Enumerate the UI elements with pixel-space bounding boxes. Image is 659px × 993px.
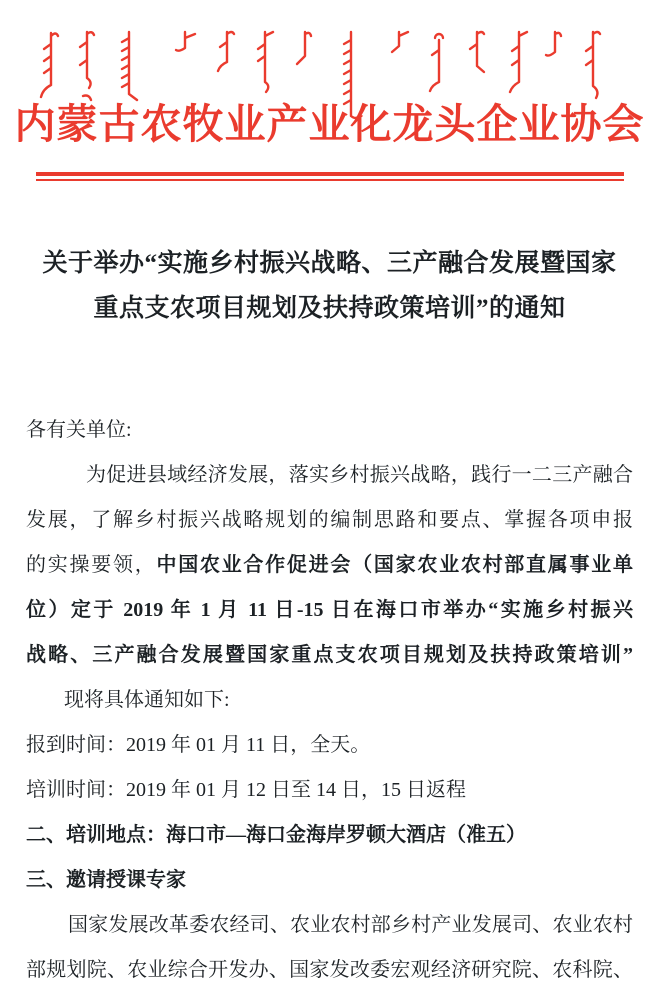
body-line [26,408,633,453]
body-text: 国家发展改革委农经司、农业农村部乡村产业发展司、农业农村 [68,914,633,936]
body-line [26,858,633,903]
body-line [26,723,633,768]
header-divider-rule [36,172,624,181]
body-text: 的实操要领， [26,554,157,576]
body-text-bold: 位）定于 2019 年 1 月 11 日-15 日在海口市举办“实施乡村振兴 [26,599,633,621]
body-text-bold: 二、培训地点：海口市—海口金海岸罗顿大酒店（准五） [26,824,526,846]
body-line [26,453,633,498]
body-line [26,678,633,723]
body-text: 各有关单位: [26,419,132,441]
document-body [0,408,659,993]
body-text: 为促进县域经济发展，落实乡村振兴战略，践行一二三产融合 [86,464,633,486]
body-line [26,543,633,588]
body-text: 发展，了解乡村振兴战略规划的编制思路和要点、掌握各项申报 [26,509,633,531]
body-text: 现将具体通知如下: [64,689,230,711]
body-line [26,948,633,993]
body-line [26,813,633,858]
body-line [26,633,633,678]
body-text-bold: 中国农业合作促进会（国家农业农村部直属事业单 [156,554,634,576]
body-text: 报到时间：2019 年 01 月 11 日，全天。 [26,734,371,756]
body-line [26,768,633,813]
document-title-line-2: 重点支农项目规划及扶持政策培训”的通知 [93,295,566,322]
body-text: 培训时间：2019 年 01 月 12 日至 14 日，15 日返程 [26,779,466,801]
body-text-bold: 三、邀请授课专家 [26,869,186,891]
body-text: 部规划院、农业综合开发办、国家发改委宏观经济研究院、农科院、 [26,959,633,981]
body-line [26,903,633,948]
organization-name: 内蒙古农牧业产业化龙头企业协会 [14,101,645,147]
body-line [26,498,633,543]
document-title [0,241,659,331]
body-text-bold: 战略、三产融合发展暨国家重点支农项目规划及扶持政策培训” [26,644,633,666]
body-line [26,588,633,633]
document-title-line-1: 关于举办“实施乡村振兴战略、三产融合发展暨国家 [42,250,617,277]
